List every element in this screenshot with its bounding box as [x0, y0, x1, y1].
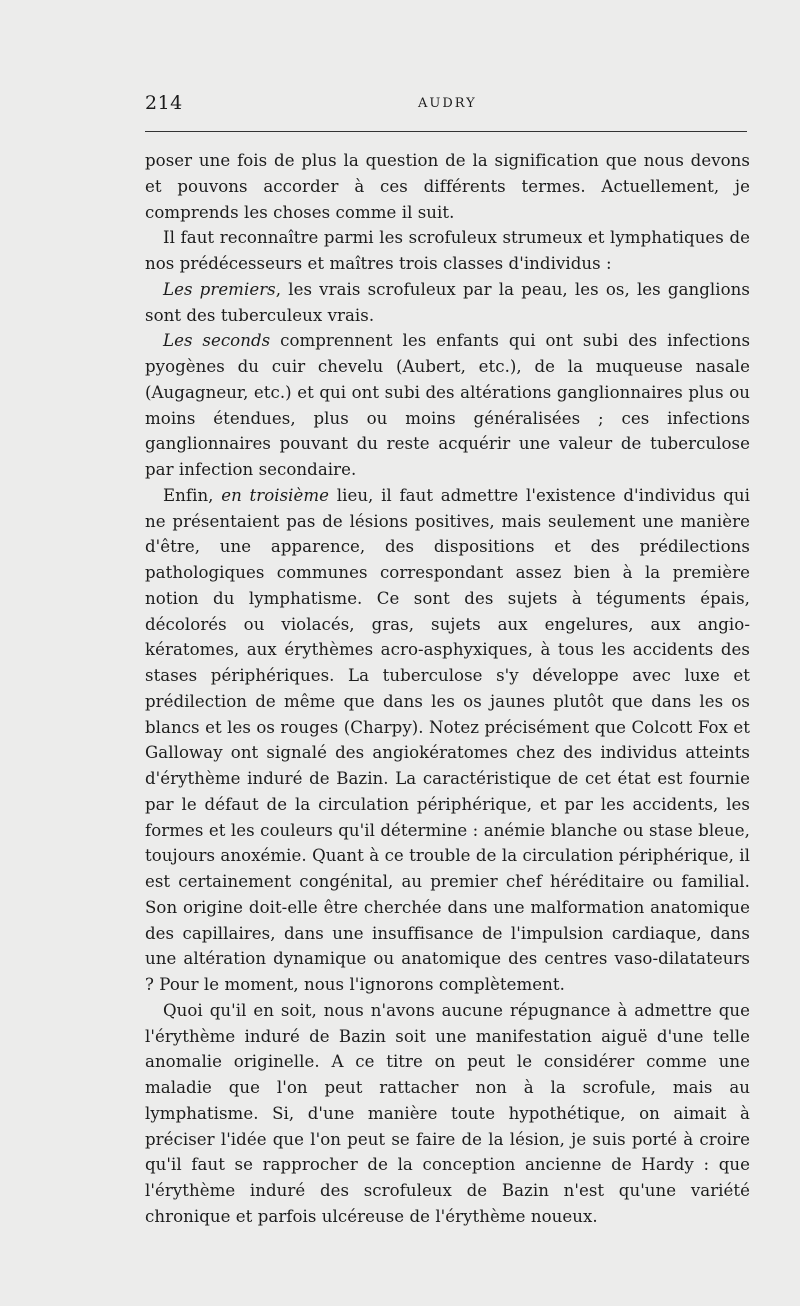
- paragraph-5-text: lieu, il faut admettre l'existence d'individus qui ne présentaient pas de lésions positives, mais seulement une manière d'être, une apparence, des dispositions et des prédilections pathologiques communes correspondant assez bien à la première notion du lymphatisme. Ce sont des sujets à téguments épais, décolorés ou violacés, gras, sujets aux engelures, aux angio-kératomes, aux érythèmes acro-asphyxiques, à tous les accidents des stases périphériques. La tuberculose s'y développe avec luxe et prédilection de même que dans les os jaunes plutôt que dans les os blancs et les os rouges (Charpy). Notez précisément que Colcott Fox et Galloway ont signalé des angiokératomes chez des individus atteints d'érythème induré de Bazin. La caractéristique de cet état est fournie par le défaut de la circulation périphérique, et par les accidents, les formes et les couleurs qu'il détermine : anémie blanche ou stase bleue, toujours anoxémie. Quant à ce trouble de la circulation périphérique, il est certainement congénital, au premier chef héréditaire ou familial. Son origine doit-elle être cherchée dans une malformation anatomique des capillaires, dans une insuffisance de l'impulsion cardiaque, dans une altération dynamique ou anatomique des centres vaso-dilatateurs ? Pour le moment, nous l'ignorons complètement.: [145, 485, 750, 994]
- paragraph-3-italic: Les premiers: [163, 279, 276, 299]
- paragraph-6: [145, 998, 750, 1230]
- paragraph-5-lead: Enfin,: [163, 485, 222, 505]
- paragraph-1: [145, 148, 750, 225]
- page-header: [145, 92, 747, 122]
- paragraph-1-text: poser une fois de plus la question de la signification que nous devons et pouvons accorder à ces différents termes. Actuellement, je comprends les choses comme il suit.: [145, 151, 750, 222]
- header-rule: [145, 131, 747, 132]
- paragraph-4: [145, 328, 750, 483]
- paragraph-6-text: Quoi qu'il en soit, nous n'avons aucune répugnance à admettre que l'érythème induré de Bazin soit une manifestation aiguë d'une telle anomalie originelle. A ce titre on peut le considérer comme une maladie que l'on peut rattacher non à la scrofule, mais au lymphatisme. Si, d'une manière toute hypothétique, on aimait à préciser l'idée que l'on peut se faire de la lésion, je suis porté à croire qu'il faut se rapprocher de la conception ancienne de Hardy : que l'érythème induré des scrofuleux de Bazin n'est qu'une variété chronique et parfois ulcéreuse de l'érythème noueux.: [145, 1000, 750, 1226]
- paragraph-5: [145, 483, 750, 998]
- paragraph-4-text: comprennent les enfants qui ont subi des infections pyogènes du cuir chevelu (Aubert, etc.), de la muqueuse nasale (Augagneur, etc.) et qui ont subi des altérations ganglionnaires plus ou moins étendues, plus ou moins généralisées ; ces infections ganglionnaires pouvant du reste acquérir une valeur de tuberculose par infection secondaire.: [145, 331, 751, 479]
- paragraph-2: [145, 225, 750, 277]
- paragraph-4-italic: Les seconds: [163, 331, 271, 351]
- body-text: [145, 148, 750, 1230]
- paragraph-3-text: , les vrais scrofuleux par la peau, les os, les ganglions sont des tuberculeux vrais.: [145, 279, 750, 325]
- paragraph-3: [145, 277, 750, 329]
- running-head: AUDRY: [418, 96, 477, 111]
- paragraph-5-italic: en troisième: [221, 485, 330, 505]
- paragraph-2-text: Il faut reconnaître parmi les scrofuleux strumeux et lymphatiques de nos prédécesseurs et maîtres trois classes d'individus :: [145, 228, 750, 273]
- page-number: 214: [145, 92, 183, 114]
